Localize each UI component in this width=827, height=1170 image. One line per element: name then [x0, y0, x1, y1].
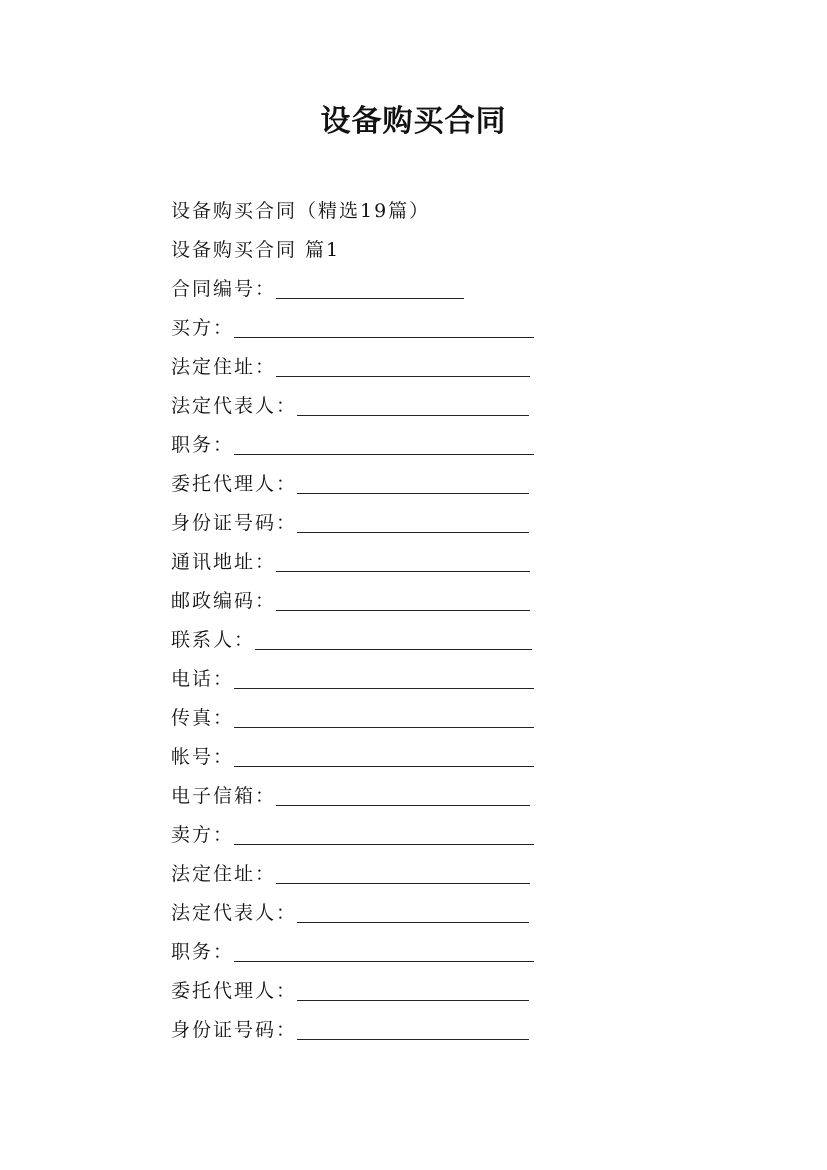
seller-id-blank[interactable] [297, 1038, 529, 1040]
buyer-contact-label: 联系人： [171, 629, 256, 651]
buyer-position-line [171, 426, 571, 465]
buyer-phone-label: 电话： [171, 668, 235, 690]
buyer-id-blank[interactable] [297, 531, 529, 533]
buyer-party-blank[interactable] [234, 336, 534, 338]
buyer-agent-label: 委托代理人： [171, 473, 298, 495]
subtitle-text: 设备购买合同（精选19篇） [171, 200, 431, 222]
buyer-account-blank[interactable] [234, 765, 534, 767]
buyer-agent-line [171, 465, 571, 504]
seller-party-label: 卖方： [171, 824, 235, 846]
buyer-legal-rep-line [171, 387, 571, 426]
seller-legal-rep-label: 法定代表人： [171, 902, 298, 924]
document-title: 设备购买合同 [320, 104, 507, 139]
buyer-contact-line [171, 621, 571, 660]
seller-address-label: 法定住址： [171, 863, 277, 885]
buyer-postcode-blank[interactable] [276, 609, 530, 611]
buyer-email-blank[interactable] [276, 804, 530, 806]
buyer-legal-rep-blank[interactable] [297, 414, 529, 416]
buyer-legal-rep-label: 法定代表人： [171, 395, 298, 417]
buyer-address-blank[interactable] [276, 375, 530, 377]
buyer-fax-label: 传真： [171, 707, 235, 729]
seller-legal-rep-blank[interactable] [297, 921, 529, 923]
section-heading-text: 设备购买合同 篇1 [171, 239, 341, 261]
seller-legal-rep-line [171, 894, 571, 933]
buyer-position-blank[interactable] [234, 453, 534, 455]
buyer-mail-address-line [171, 543, 571, 582]
section-heading [171, 231, 571, 270]
buyer-postcode-label: 邮政编码： [171, 590, 277, 612]
buyer-postcode-line [171, 582, 571, 621]
seller-position-line [171, 933, 571, 972]
buyer-email-line [171, 777, 571, 816]
contract-number-label: 合同编号： [171, 278, 277, 300]
seller-address-blank[interactable] [276, 882, 530, 884]
buyer-account-label: 帐号： [171, 746, 235, 768]
seller-agent-line [171, 972, 571, 1011]
buyer-id-label: 身份证号码： [171, 512, 298, 534]
contract-number-blank[interactable] [276, 297, 464, 299]
buyer-party-label: 买方： [171, 317, 235, 339]
seller-address-line [171, 855, 571, 894]
buyer-id-line [171, 504, 571, 543]
buyer-agent-blank[interactable] [297, 492, 529, 494]
buyer-email-label: 电子信箱： [171, 785, 277, 807]
buyer-mail-address-blank[interactable] [276, 570, 530, 572]
seller-agent-label: 委托代理人： [171, 980, 298, 1002]
buyer-address-label: 法定住址： [171, 356, 277, 378]
seller-party-blank[interactable] [234, 843, 534, 845]
buyer-position-label: 职务： [171, 434, 235, 456]
buyer-account-line [171, 738, 571, 777]
document-subtitle [171, 192, 571, 231]
buyer-phone-line [171, 660, 571, 699]
seller-position-label: 职务： [171, 941, 235, 963]
seller-id-label: 身份证号码： [171, 1019, 298, 1041]
seller-position-blank[interactable] [234, 960, 534, 962]
buyer-fax-blank[interactable] [234, 726, 534, 728]
buyer-contact-blank[interactable] [255, 648, 532, 650]
seller-id-line [171, 1011, 571, 1050]
buyer-address-line [171, 348, 571, 387]
document-body [171, 192, 571, 1050]
buyer-party-line [171, 309, 571, 348]
seller-party-line [171, 816, 571, 855]
buyer-mail-address-label: 通讯地址： [171, 551, 277, 573]
contract-number-line [171, 270, 571, 309]
seller-agent-blank[interactable] [297, 999, 529, 1001]
buyer-phone-blank[interactable] [234, 687, 534, 689]
buyer-fax-line [171, 699, 571, 738]
